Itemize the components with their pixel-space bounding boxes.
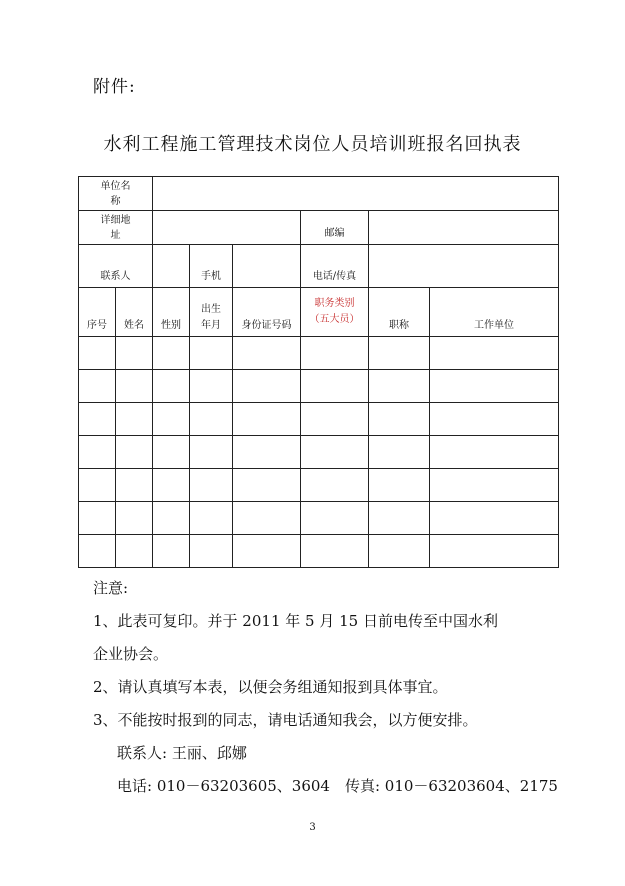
col-header-gender: 性别 xyxy=(153,288,190,337)
note-item-1: 1、此表可复印。并于 2011 年 5 月 15 日前电传至中国水利 xyxy=(93,612,498,630)
contact-field[interactable] xyxy=(153,245,190,288)
table-header-row xyxy=(79,288,559,337)
phone-fax-numbers: 电话: 010－63203605、3604 传真: 010－63203604、2175 xyxy=(117,777,558,795)
table-row xyxy=(79,337,559,370)
col-header-id-number: 身份证号码 xyxy=(233,288,301,337)
postcode-label: 邮编 xyxy=(301,211,369,245)
unit-row xyxy=(79,177,559,211)
address-row xyxy=(79,211,559,245)
contact-row xyxy=(79,245,559,288)
col-header-birth: 出生年月 xyxy=(190,288,233,337)
col-header-title: 职称 xyxy=(369,288,430,337)
col-header-seq: 序号 xyxy=(79,288,116,337)
table-row xyxy=(79,469,559,502)
unit-name-field[interactable] xyxy=(153,177,559,211)
notes-heading: 注意: xyxy=(93,579,129,597)
address-field[interactable] xyxy=(153,211,301,245)
table-row xyxy=(79,535,559,568)
note-item-1-continued: 企业协会。 xyxy=(93,645,169,663)
table-row xyxy=(79,436,559,469)
table-row xyxy=(79,370,559,403)
contact-person: 联系人: 王丽、邱娜 xyxy=(117,744,247,762)
notes-section xyxy=(93,572,558,803)
unit-name-label: 单位名称 xyxy=(79,177,153,211)
mobile-field[interactable] xyxy=(233,245,301,288)
col-header-duty-category: 职务类别 （五大员） xyxy=(301,288,369,337)
col-header-work-unit: 工作单位 xyxy=(430,288,559,337)
registration-form-table xyxy=(78,176,559,568)
attachment-label: 附件: xyxy=(93,77,136,97)
table-row xyxy=(79,502,559,535)
table-row xyxy=(79,403,559,436)
note-item-3: 3、不能按时报到的同志，请电话通知我会，以方便安排。 xyxy=(93,711,478,729)
page-number: 3 xyxy=(309,822,316,833)
postcode-field[interactable] xyxy=(369,211,559,245)
page-title: 水利工程施工管理技术岗位人员培训班报名回执表 xyxy=(103,134,522,155)
phone-fax-label: 电话/传真 xyxy=(301,245,369,288)
mobile-label: 手机 xyxy=(190,245,233,288)
contact-label: 联系人 xyxy=(79,245,153,288)
phone-fax-field[interactable] xyxy=(369,245,559,288)
note-item-2: 2、请认真填写本表，以便会务组通知报到具体事宜。 xyxy=(93,678,448,696)
address-label: 详细地址 xyxy=(79,211,153,245)
col-header-name: 姓名 xyxy=(116,288,153,337)
